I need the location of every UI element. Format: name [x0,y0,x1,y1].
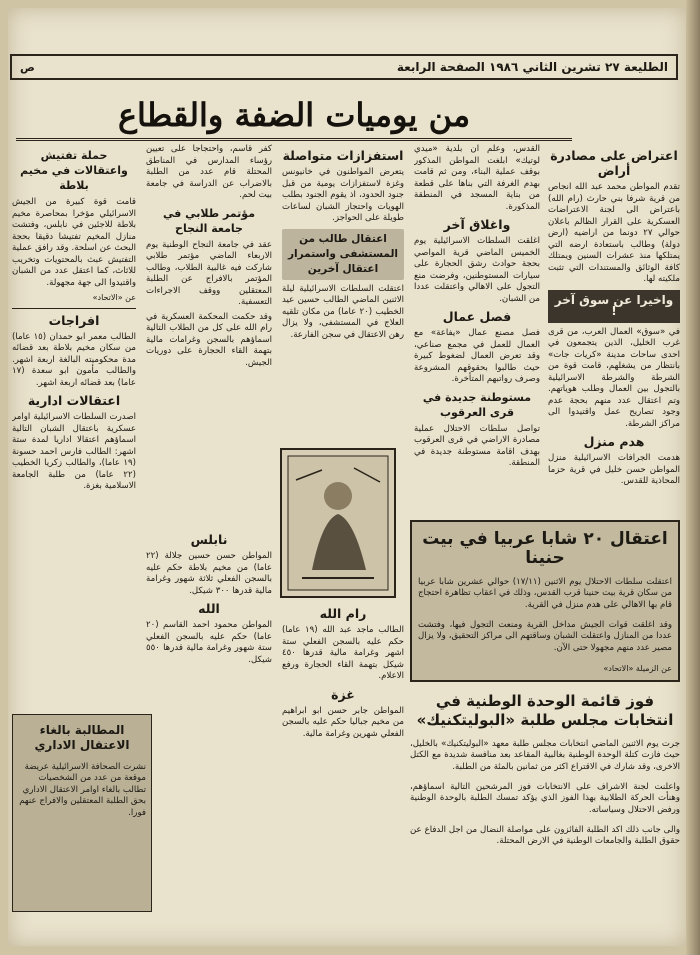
article-gaza: المواطن جابر حسن ابو ابراهيم من مخيم جباليا حكم عليه بالسجن الفعلي شهرين وغرامة مالية. [282,705,404,739]
election-p1: جرت يوم الاثنين الماضي انتخابات مجلس طلبة معهد «البوليتكنيك» بالخليل، حيث فازت كتلة الوحدة الوطنية بغالبية المقاعد بعد منافسة شديدة مع الكتل الاخرى، وقد شارك في الاقتراع اكثر من ثمانين بالمئة من الطلبة. [410,738,680,772]
headline-closure: واغلاق آخر [443,217,511,232]
headline-allah: الله [198,601,220,616]
headline-admin-detention: اعتقالات ادارية [27,393,121,408]
banner-title: من يوميات الضفة والقطاع [117,96,471,134]
column-mid-left-lower [146,528,272,698]
article-releases: الطالب معمر ابو حمدان (١٥ عاما) من سكان مخيم بلاطة بعد قضائه مدة محكوميته البالغة اربعة اشهر. والطالب مأمون ابو سعدة (١٧ عاما) بعد قضائه اربعة اشهر. [12,331,136,388]
headline-land: اعتراض على مصادرة أراض [550,148,678,178]
column-middle-lower [282,602,404,902]
headline-nablus: نابلس [190,532,228,547]
headline-ramallah: رام الله [319,606,367,621]
article-settlement: تواصل سلطات الاحتلال عملية مصادرة الاراضي في قرى العرقوب بهدف اقامة مستوطنة جديدة في المنطقة. [414,423,540,468]
article-land: تقدم المواطن محمد عبد الله انجاص من قرية شرفا بني حارث (رام الله) باعتراض الى لجنة الاعتراضات العسكرية على القرار الظالم باعلان حوالي ٢٧ دونما من اراضيه (ارض دولة) وطالب باستعادة ارضه التي يمتلكها منذ عشرات السنين ويمتلك كافة الوثائق والمستندات التي تثبت ملكيته لها. [548,182,680,284]
featured-p1: اعتقلت سلطات الاحتلال يوم الاثنين (١٧/١١) حوالي عشرين شابا عربيا من سكان قرية بيت حنينا قرب القدس، وذلك في اعقاب تظاهرة احتجاج قام بها الاهالي على هدم منزل في القرية. [418,576,672,610]
headline-najah: مؤتمر طلابي في جامعة النجاح [162,206,256,235]
headline-market: واخيرا عن سوق آخر ! [548,290,680,323]
header-mark: ص [20,60,35,74]
featured-box [410,520,680,682]
headline-provocations: استفزازات متواصلة [282,148,404,163]
article-balata: قامت قوة كبيرة من الجيش الاسرائيلي مؤخرا بمحاصرة مخيم بلاطة للاجئين في نابلس، وفتشت منازل المخيم تفتيشا دقيقا بحجة البحث عن اسلحة. وقد رافق عملية التفتيش عبث بالمحتويات وتخريب للاثاث، كما اعتقل عدد من الشبان واقتيدوا الى جهة مجهولة. [12,197,136,288]
header-label: الطليعة ٢٧ تشرين الثاني ١٩٨٦ الصفحة الرابعة [396,60,668,74]
article-cancel-detention: نشرت الصحافة الاسرائيلية عريضة موقعة من عدد من الشخصيات تطالب بالغاء اوامر الاعتقال الاداري بحق الطلبة المعتقلين والافراج عنهم فورا. [19,761,146,818]
binding-edge [686,0,700,955]
article-ramallah: الطالب ماجد عبد الله (١٩ عاما) حكم عليه بالسجن الفعلي ستة اشهر وغرامة مالية قدرها ٤٥٠ شيكل بتهمة القاء الحجارة ورفع الاعلام. [282,625,404,681]
newspaper-page [8,8,686,946]
article-provocations: يتعرض المواطنون في خانيونس وغزة لاستفزازات يومية من قبل جنود الحدود، اذ يقوم الجنود بطلب الهويات واحتجاز الشبان لساعات طويلة على الحواجز. [282,167,404,223]
article-sentences: وقد حكمت المحكمة العسكرية في رام الله على كل من الطلاب التالية اسماؤهم بالسجن وغرامات مالية بتهمة القاء الحجارة على دوريات الجيش. [146,311,272,368]
article-market: في «سوق» العمال العرب، من قرى غرب الخليل، الذين يتجمعون في احدى ساحات مدينة «كريات جات» بانتظار من يشغلهم، قامت قوة من الشرطة والشرطة الاسرائيلية بالتجول بين العمال وطلب هوياتهم. وتم اعتقال عدد منهم بحجة عدم وجود تصاريح عمل واقتيدوا الى مراكز الشرطة. [548,326,680,429]
divider [12,308,136,309]
headline-releases: افراجات [48,312,100,328]
article-closure: اغلقت السلطات الاسرائيلية يوم الخميس الماضي قرية المواصي بحجة حوادث رشق الحجارة على سيارات المستوطنين، وفرضت منع التجول على الاهالي واعتقلت عددا من الشبان. [414,236,540,304]
article-najah: عقد في جامعة النجاح الوطنية يوم الاربعاء الماضي مؤتمر طلابي شاركت فيه غالبية الطلاب، وطالب المؤتمر بالافراج عن الطلبة المعتقلين ووقف الاجراءات التعسفية. [146,239,272,307]
detention-box [12,714,152,912]
headline-balata: حملة تفتيش واعتقالات في مخيم بلاطة [20,149,128,192]
article-workers: فصل مصنع عمال «يفاعة» مع العمال للعمل في مجمع صناعي، وقد تعرض العمال لضغوط كبيرة حيث طالبوا بحقوقهم المشروعة وصرف رواتبهم المتأخرة. [414,328,540,384]
headline-demolition: هدم منزل [583,434,645,449]
article-allah: المواطن محمود احمد القاسم (٢٠ عاما) حكم عليه بالسجن الفعلي ستة شهور وغرامة مالية قدرها ٥٥٠ شيكل. [146,620,272,665]
featured-p2: وقد اغلقت قوات الجيش مداخل القرية ومنعت التجول فيها، وفتشت عددا من المنازل واعتقلت الشبان وساقتهم الى مراكز التحقيق، ولا يزال مصير عدد منهم مجهولا حتى الآن. [418,619,672,653]
illustration [280,448,396,598]
column-mid-left [146,144,272,514]
election-article [410,688,680,940]
column-right [548,144,680,514]
article-kafr-qasem: كفر قاسم، واحتجاجا على تعيين رؤساء المدارس في المناطق المحتلة قام عدد من الطلبة بالاضراب عن الدراسة في جامعة بيت لحم. [146,144,272,200]
column-left [12,144,136,704]
section-banner [16,92,572,141]
featured-title: اعتقال ٢٠ شابا عربيا في بيت حنينا [422,529,668,568]
election-p3: والى جانب ذلك اكد الطلبة الفائزون على مواصلة النضال من اجل الدفاع عن حقوق الطلبة والجامعات الوطنية في الارض المحتلة. [410,824,680,847]
article-admin-detention: اصدرت السلطات الاسرائيلية اوامر عسكرية باعتقال الشبان التالية اسماؤهم اعتقالا اداريا لمدة ستة اشهر: الطالب فارس احمد حسونة (١٩ عاما)، والطالب زكريا الخطيب (٢٢ عاما) من طلبة الجامعة الاسلامية بغزة. [12,412,136,491]
column-middle [282,144,404,440]
featured-source: عن الزميلة «الاتحاد» [603,663,672,673]
headline-student-arrest: اعتقال طالب من المستشفى واستمرار اعتقال آخرين [282,229,404,280]
election-p2: واعلنت لجنة الاشراف على الانتخابات فوز المرشحين التالية اسماؤهم، وهنأت الحركة الطلابية بهذا الفوز الذي يؤكد تمسك الطلبة بالوحدة الوطنية ورفض الاحتلال وسياساته. [410,781,680,815]
column-mid-right [414,144,540,514]
headline-settlement: مستوطنة جديدة في قرى العرقوب [422,390,532,419]
headline-cancel-detention: المطالبة بالغاء الاعتقال الاداري [34,723,130,752]
article-jerusalem: القدس، وعلم ان بلدية «ميدي لوتيك» ابلغت المواطن المذكور بوقف عملية البناء، ومن ثم قامت بهدم الغرفة التي بناها على قطعة من بناية المسجد في المنطقة المذكورة. [414,144,540,212]
page-header [10,54,678,80]
headline-workers: فصل عمال [442,309,512,324]
article-demolition: هدمت الجرافات الاسرائيلية منزل المواطن حسن خليل في قرية حزما المحاذية للقدس. [548,453,680,486]
election-title: فوز قائمة الوحدة الوطنية في انتخابات مجلس طلبة «البوليتكنيك» [416,692,674,729]
headline-gaza: غزة [331,686,355,702]
article-nablus: المواطن حسن حسين جلالة (٢٢ عاما) من مخيم بلاطة حكم عليه بالسجن الفعلي ثلاثة شهور وغرامة مالية قدرها ٣٠٠ شيكل. [146,551,272,596]
source-attribution: عن «الاتحاد» [92,293,136,302]
article-student-arrest: اعتقلت السلطات الاسرائيلية ليلة الاثنين الماضي الطالب حسين عيد الخطيب (٢٠ عاما) من مكان تلقيه العلاج في المستشفى، ولا يزال رهن الاعتقال في سجن الفارعة. [282,283,404,340]
